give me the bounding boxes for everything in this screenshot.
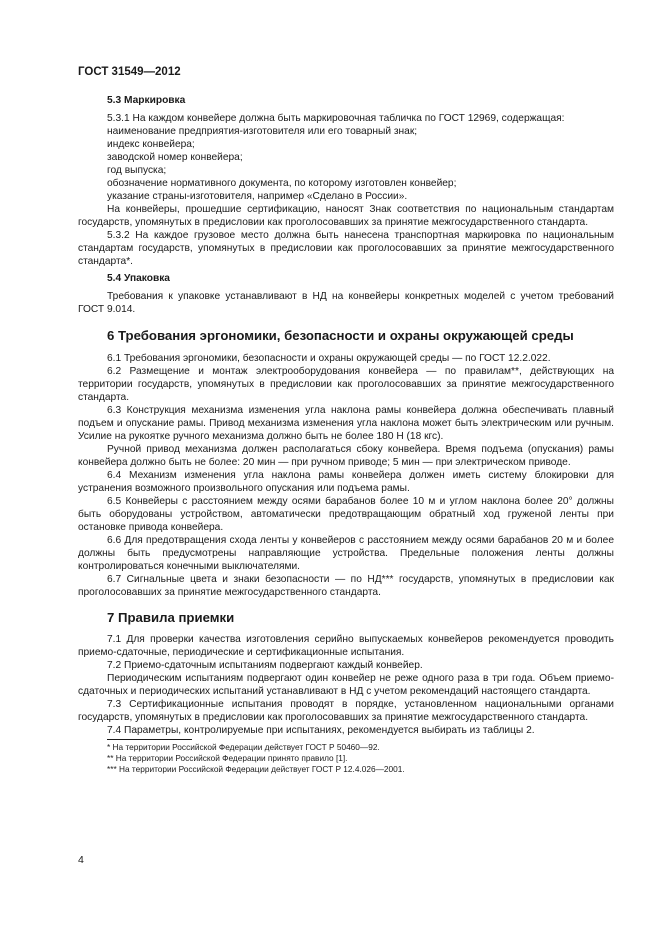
paragraph-6-3: 6.3 Конструкция механизма изменения угла наклона рамы конвейера должна обеспечивать плавный подъем и опускание рамы. Привод механизма изменения угла наклона может быть электрическим или ручным. Усилие на рукоятке ручного механизма должно быть не более 180 Н (18 кгс). <box>78 405 614 442</box>
paragraph-6-2: 6.2 Размещение и монтаж электрооборудования конвейера — по правилам**, действующих на территории государств, упомянутых в предисловии как проголосовавших за принятие межгосударственного стандарта. <box>78 366 614 403</box>
paragraph-6-7: 6.7 Сигнальные цвета и знаки безопасности — по НД*** государств, упомянутых в предисловии как проголосовавших за принятие межгосударственного стандарта. <box>78 574 614 598</box>
paragraph-7-1: 7.1 Для проверки качества изготовления серийно выпускаемых конвейеров рекомендуется проводить приемо-сдаточные, периодические и сертификационные испытания. <box>78 634 614 658</box>
paragraph-6-1: 6.1 Требования эргономики, безопасности и охраны окружающей среды — по ГОСТ 12.2.022. <box>107 353 551 364</box>
paragraph-5-4: Требования к упаковке устанавливают в НД на конвейеры конкретных моделей с учетом требований ГОСТ 9.014. <box>78 291 614 315</box>
paragraph-6-5: 6.5 Конвейеры с расстоянием между осями барабанов более 10 м и углом наклона более 20° должны быть оборудованы устройством, автоматически предотвращающим обратный ход груженой ленты при остановке привода конвейера. <box>78 496 614 533</box>
list-item: указание страны-изготовителя, например «Сделано в России». <box>107 191 408 202</box>
section-7-title: 7 Правила приемки <box>107 610 235 625</box>
paragraph-7-2: 7.2 Приемо-сдаточным испытаниям подвергают каждый конвейер. <box>107 660 423 671</box>
footnote: *** На территории Российской Федерации действует ГОСТ Р 12.4.026—2001. <box>107 764 405 774</box>
paragraph-6-3-manual-drive: Ручной привод механизма должен располагаться сбоку конвейера. Время подъема (опускания) рамы конвейера должно быть не более: 20 мин — при ручном приводе; 5 мин — при электрическом приводе. <box>78 444 614 468</box>
section-5-4-title: 5.4 Упаковка <box>107 273 170 284</box>
paragraph-6-4: 6.4 Механизм изменения угла наклона рамы конвейера должен иметь систему блокировки для устранения возможного произвольного опускания или подъема рамы. <box>78 470 614 494</box>
list-item: наименование предприятия-изготовителя или его товарный знак; <box>107 126 418 137</box>
paragraph-5-3-1: 5.3.1 На каждом конвейере должна быть маркировочная табличка по ГОСТ 12969, содержащая: <box>107 113 565 124</box>
footnote-divider <box>107 739 192 740</box>
paragraph-7-4: 7.4 Параметры, контролируемые при испытаниях, рекомендуется выбирать из таблицы 2. <box>107 725 535 736</box>
list-item: год выпуска; <box>107 165 167 176</box>
page-number: 4 <box>78 854 84 866</box>
section-5-3-title: 5.3 Маркировка <box>107 95 186 106</box>
list-item: индекс конвейера; <box>107 139 195 150</box>
paragraph-7-3: 7.3 Сертификационные испытания проводят в порядке, установленном национальными органами государств, упомянутых в предисловии как проголосовавших за принятие межгосударственного стандарта. <box>78 699 614 723</box>
paragraph-5-3-2: 5.3.2 На каждое грузовое место должна быть нанесена транспортная маркировка по национальным стандартам государств, упомянутых в предисловии как проголосовавших за принятие межгосударственного стандарта*. <box>78 230 614 267</box>
paragraph-certification: На конвейеры, прошедшие сертификацию, наносят Знак соответствия по национальным стандартам государств, упомянутых в предисловии как проголосовавших за принятие межгосударственного стандарта. <box>78 204 614 228</box>
paragraph-7-2-periodic: Периодическим испытаниям подвергают один конвейер не реже одного раза в три года. Объем приемо-сдаточных и периодических испытаний устанавливают в НД с учетом рекомендаций настоящего стандарта. <box>78 673 614 697</box>
paragraph-6-6: 6.6 Для предотвращения схода ленты у конвейеров с расстоянием между осями барабанов 20 м и более должны быть предусмотрены направляющие устройства. Предельные положения ленты должны контролироваться конечными выключателями. <box>78 535 614 572</box>
section-6-title: 6 Требования эргономики, безопасности и охраны окружающей среды <box>107 328 574 343</box>
document-header: ГОСТ 31549—2012 <box>78 66 181 78</box>
list-item: заводской номер конвейера; <box>107 152 243 163</box>
footnote: * На территории Российской Федерации действует ГОСТ Р 50460—92. <box>107 742 380 752</box>
page-content <box>78 94 614 775</box>
footnote: ** На территории Российской Федерации принято правило [1]. <box>107 753 348 763</box>
list-item: обозначение нормативного документа, по которому изготовлен конвейер; <box>107 178 457 189</box>
